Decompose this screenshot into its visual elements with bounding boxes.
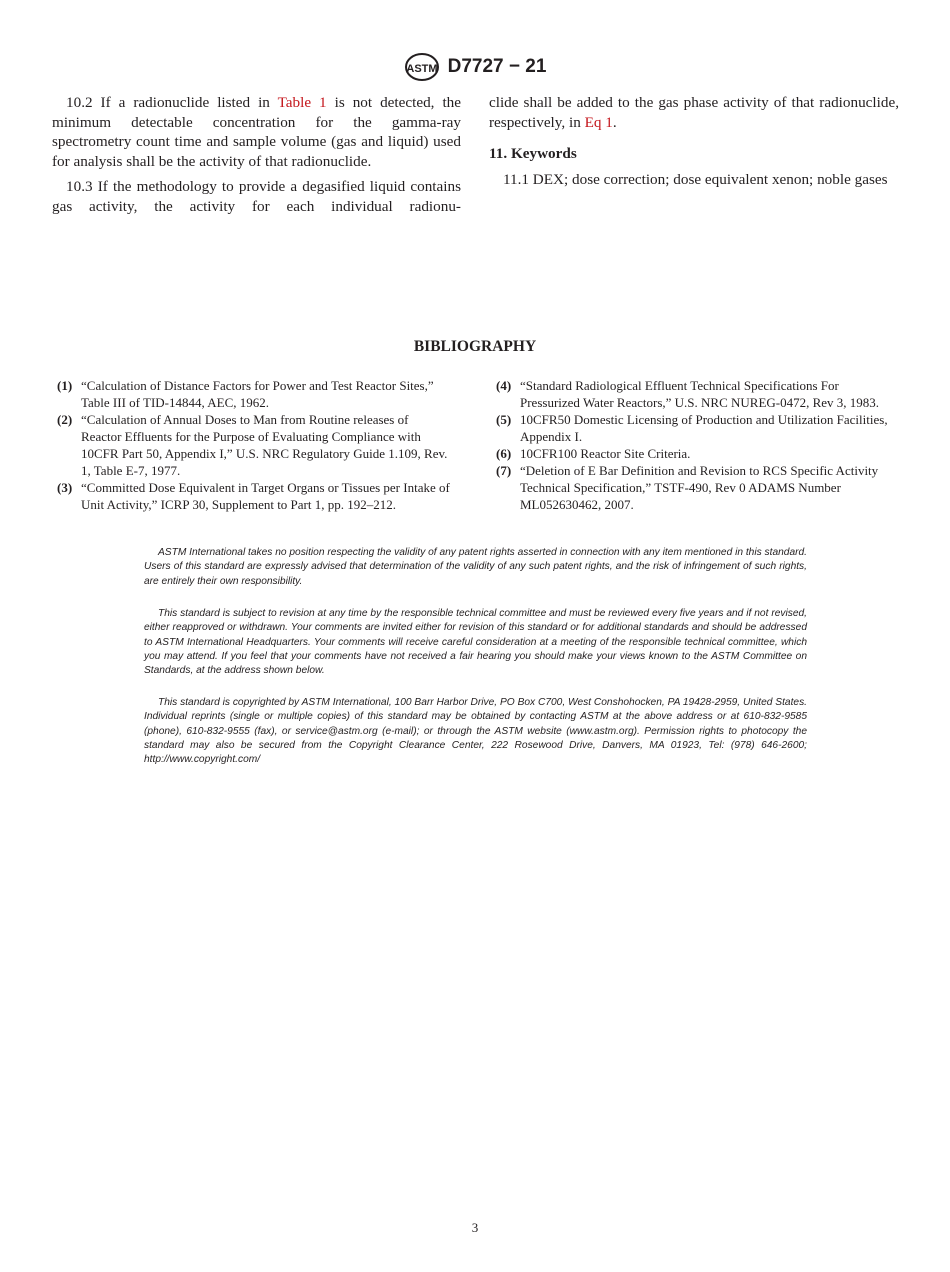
bibliography-item: (4) “Standard Radiological Effluent Technical Specifications For Pressurized Water Reactors,” U.S. NRC NUREG-0472, Rev 3, 1983. — [496, 378, 880, 410]
page-header — [0, 52, 950, 82]
right-column — [489, 93, 899, 195]
left-column — [52, 93, 461, 222]
paragraph-11-1: 11.1 DEX; dose correction; dose equivalent xenon; noble gases — [503, 170, 888, 188]
astm-logo-icon — [404, 52, 440, 82]
bibliography-item: (2) “Calculation of Annual Doses to Man from Routine releases of Reactor Effluents for the Purpose of Evaluating Compliance with 10CFR Part 50, Appendix I,” U.S. NRC Regulatory Guide 1.109, Rev. 1, Table E-7, 1977. — [57, 412, 448, 478]
bibliography-item: (6) 10CFR100 Reactor Site Criteria. — [496, 446, 691, 461]
revision-notice: This standard is subject to revision at any time by the responsible technical committee and must be reviewed every five years and if not revised, either reapproved or withdrawn. Your comments are invited either for revision of this standard or for additional standards and should be addressed to ASTM International Headquarters. Your comments will receive careful consideration at a meeting of the responsible technical committee, which you may attend. If you feel that your comments have not received a fair hearing you should make your views known to the ASTM Committee on Standards, at the address shown below. — [144, 608, 807, 677]
bibliography-title: BIBLIOGRAPHY — [413, 338, 537, 355]
svg-text:ASTM: ASTM — [406, 63, 438, 75]
paragraph-10-3: 10.3 If the methodology to provide a degasified liquid contains gas activity, the activity for each individual radionu- — [52, 178, 461, 215]
bibliography-item: (5) 10CFR50 Domestic Licensing of Production and Utilization Facilities, Appendix I. — [496, 412, 888, 444]
copyright-notice: This standard is copyrighted by ASTM International, 100 Barr Harbor Drive, PO Box C700, West Conshohocken, PA 19428-2959, United States. Individual reprints (single or multiple copies) of this standard may be obtained by contacting ASTM at the above address or at 610-832-9585 (phone), 610-832-9555 (fax), or service@astm.org (e-mail); or through the ASTM website (www.astm.org). Permission rights to photocopy the standard may also be secured from the Copyright Clearance Center, 222 Rosewood Drive, Danvers, MA 01923, Tel: (978) 646-2600; http://www.copyright.com/ — [144, 697, 807, 766]
bibliography-item: (7) “Deletion of E Bar Definition and Revision to RCS Specific Activity Technical Specification,” TSTF-490, Rev 0 ADAMS Number ML052630462, 2007. — [496, 463, 879, 512]
bibliography-right — [496, 377, 896, 513]
table-1-link[interactable]: Table 1 — [277, 94, 327, 111]
page-number: 3 — [471, 1220, 479, 1235]
bibliography-left — [57, 377, 450, 513]
bibliography-item: (1) “Calculation of Distance Factors for Power and Test Reactor Sites,” Table III of TID-14844, AEC, 1962. — [57, 378, 434, 410]
standard-designation: D7727 − 21 — [447, 56, 547, 77]
paragraph-10-3-continued: clide shall be added to the gas phase activity of that radionuclide, respectively, in Eq 1. — [489, 94, 899, 131]
section-heading-keywords: 11. Keywords — [489, 145, 577, 162]
eq-1-link[interactable]: Eq 1 — [584, 113, 613, 131]
patent-notice: ASTM International takes no position respecting the validity of any patent rights asserted in connection with any item mentioned in this standard. Users of this standard are expressly advised that determination of the validity of any such patent rights, and the risk of infringement of such rights, are entirely their own responsibility. — [144, 547, 807, 587]
bibliography-item: (3) “Committed Dose Equivalent in Target Organs or Tissues per Intake of Unit Activity,” ICRP 30, Supplement to Part 1, pp. 192–212. — [57, 480, 450, 512]
paragraph-10-2: 10.2 If a radionuclide listed in Table 1 is not detected, the minimum detectable concentration for the gamma-ray spectrometry count time and sample volume (gas and liquid) used for analysis shall be the activity of that radionuclide. — [52, 94, 461, 170]
